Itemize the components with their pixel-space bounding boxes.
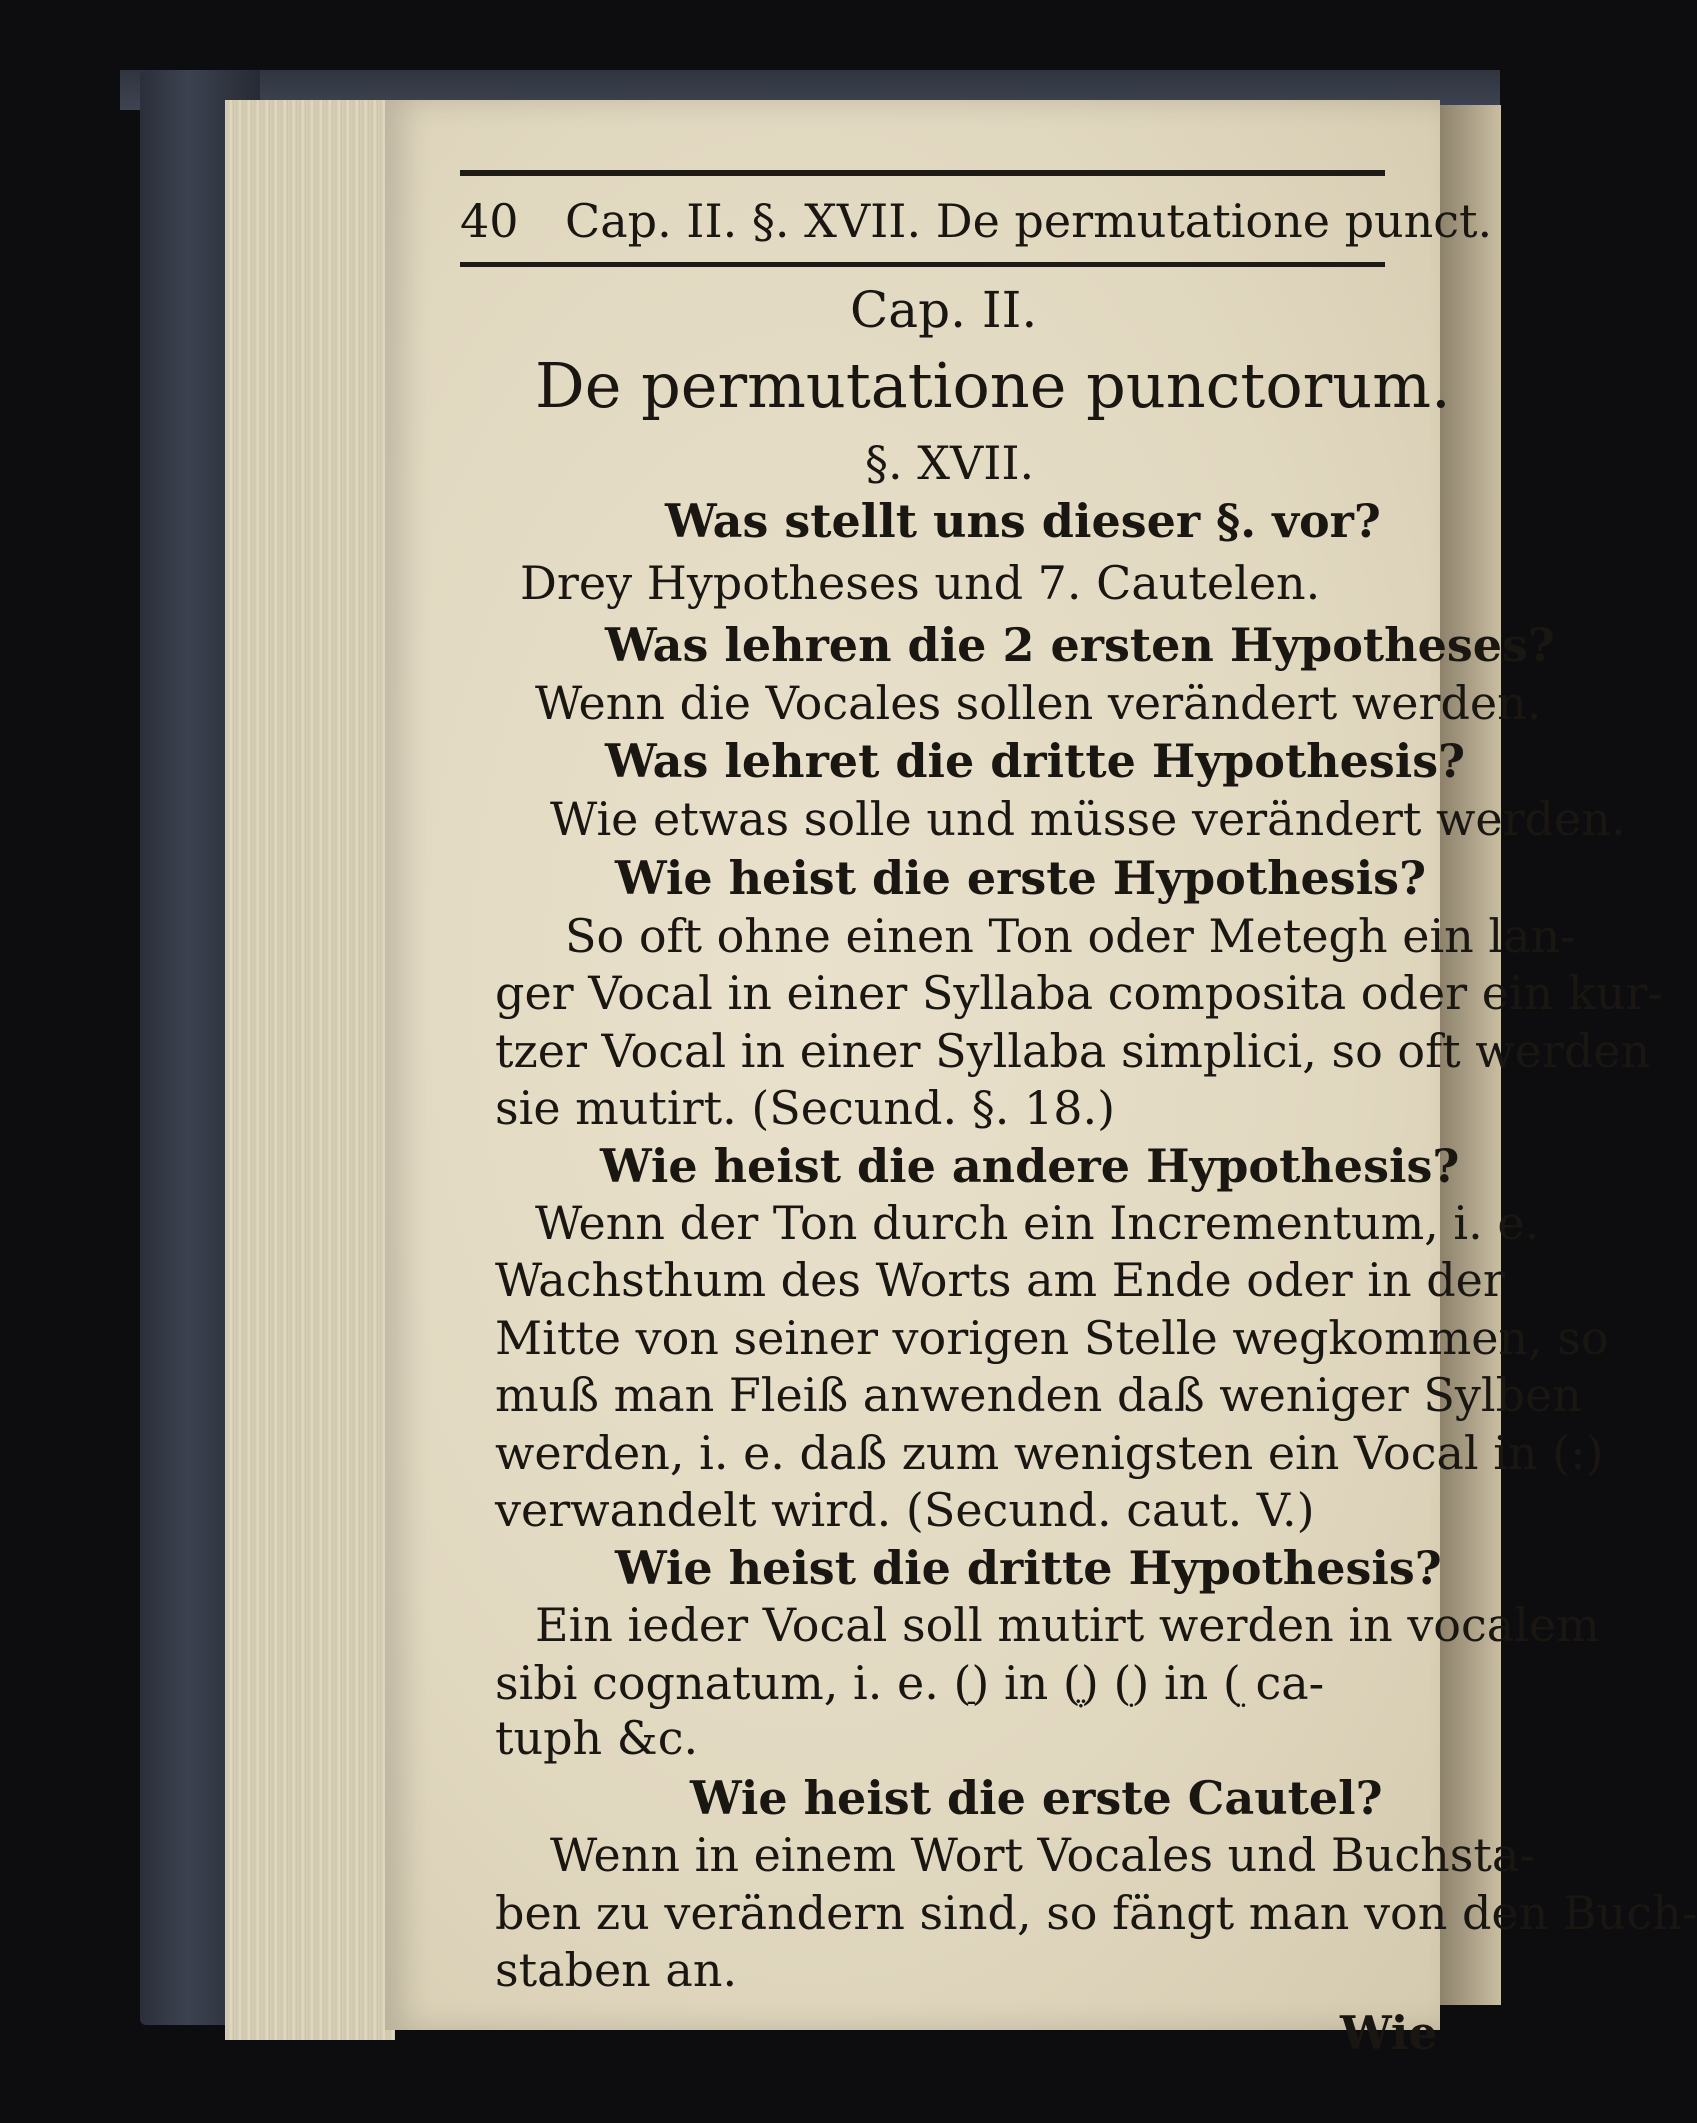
question-line: Wie heist die erste Hypothesis?	[615, 851, 1427, 905]
header-rule-top	[460, 170, 1385, 176]
text-line: Ein ieder Vocal soll mutirt werden in vocalem	[535, 1598, 1600, 1652]
header-rule-bottom	[460, 262, 1385, 267]
section-heading: §. XVII.	[865, 436, 1035, 490]
text-line: verwandelt wird. (Secund. caut. V.)	[495, 1483, 1315, 1537]
text-line: ger Vocal in einer Syllaba composita oder ein kur-	[495, 966, 1663, 1020]
chapter-heading: Cap. II.	[850, 281, 1038, 339]
question-line: Was lehren die 2 ersten Hypotheses?	[605, 618, 1555, 672]
running-title: Cap. II. §. XVII. De permutatione punct.	[565, 194, 1493, 248]
question-line: Wie heist die dritte Hypothesis?	[615, 1541, 1442, 1595]
chapter-title: De permutatione punctorum.	[535, 349, 1451, 422]
text-line: So oft ohne einen Ton oder Metegh ein lan-	[565, 909, 1576, 963]
page-edges	[225, 100, 395, 2040]
page-number: 40	[460, 194, 519, 248]
text-line: tzer Vocal in einer Syllaba simplici, so oft werden	[495, 1024, 1651, 1078]
answer-line: Wie etwas solle und müsse verändert werden.	[550, 792, 1626, 846]
text-line: sibi cognatum, i. e. (ַ) in (ֶ) (ִ) in (ֵ ca-	[495, 1656, 1325, 1710]
text-line: Mitte von seiner vorigen Stelle wegkommen, so	[495, 1311, 1609, 1365]
catchword: Wie	[1340, 2006, 1438, 2060]
text-line: tuph &c.	[495, 1711, 699, 1765]
question-line: Was stellt uns dieser §. vor?	[665, 494, 1381, 548]
text-line: sie mutirt. (Secund. §. 18.)	[495, 1081, 1116, 1135]
text-line: Wachsthum des Worts am Ende oder in der	[495, 1253, 1505, 1307]
question-line: Was lehret die dritte Hypothesis?	[605, 734, 1466, 788]
text-line: ben zu verändern sind, so fängt man von den Buch-	[495, 1886, 1697, 1940]
question-line: Wie heist die andere Hypothesis?	[600, 1139, 1460, 1193]
text-line: staben an.	[495, 1943, 738, 1997]
text-line: werden, i. e. daß zum wenigsten ein Vocal in (:)	[495, 1426, 1604, 1480]
answer-line: Wenn die Vocales sollen verändert werden.	[535, 676, 1542, 730]
text-line: muß man Fleiß anwenden daß weniger Sylben	[495, 1368, 1582, 1422]
text-line: Wenn der Ton durch ein Incrementum, i. e.	[535, 1196, 1540, 1250]
answer-line: Drey Hypotheses und 7. Cautelen.	[520, 556, 1321, 610]
text-line: Wenn in einem Wort Vocales und Buchsta-	[550, 1828, 1535, 1882]
question-line: Wie heist die erste Cautel?	[690, 1771, 1383, 1825]
